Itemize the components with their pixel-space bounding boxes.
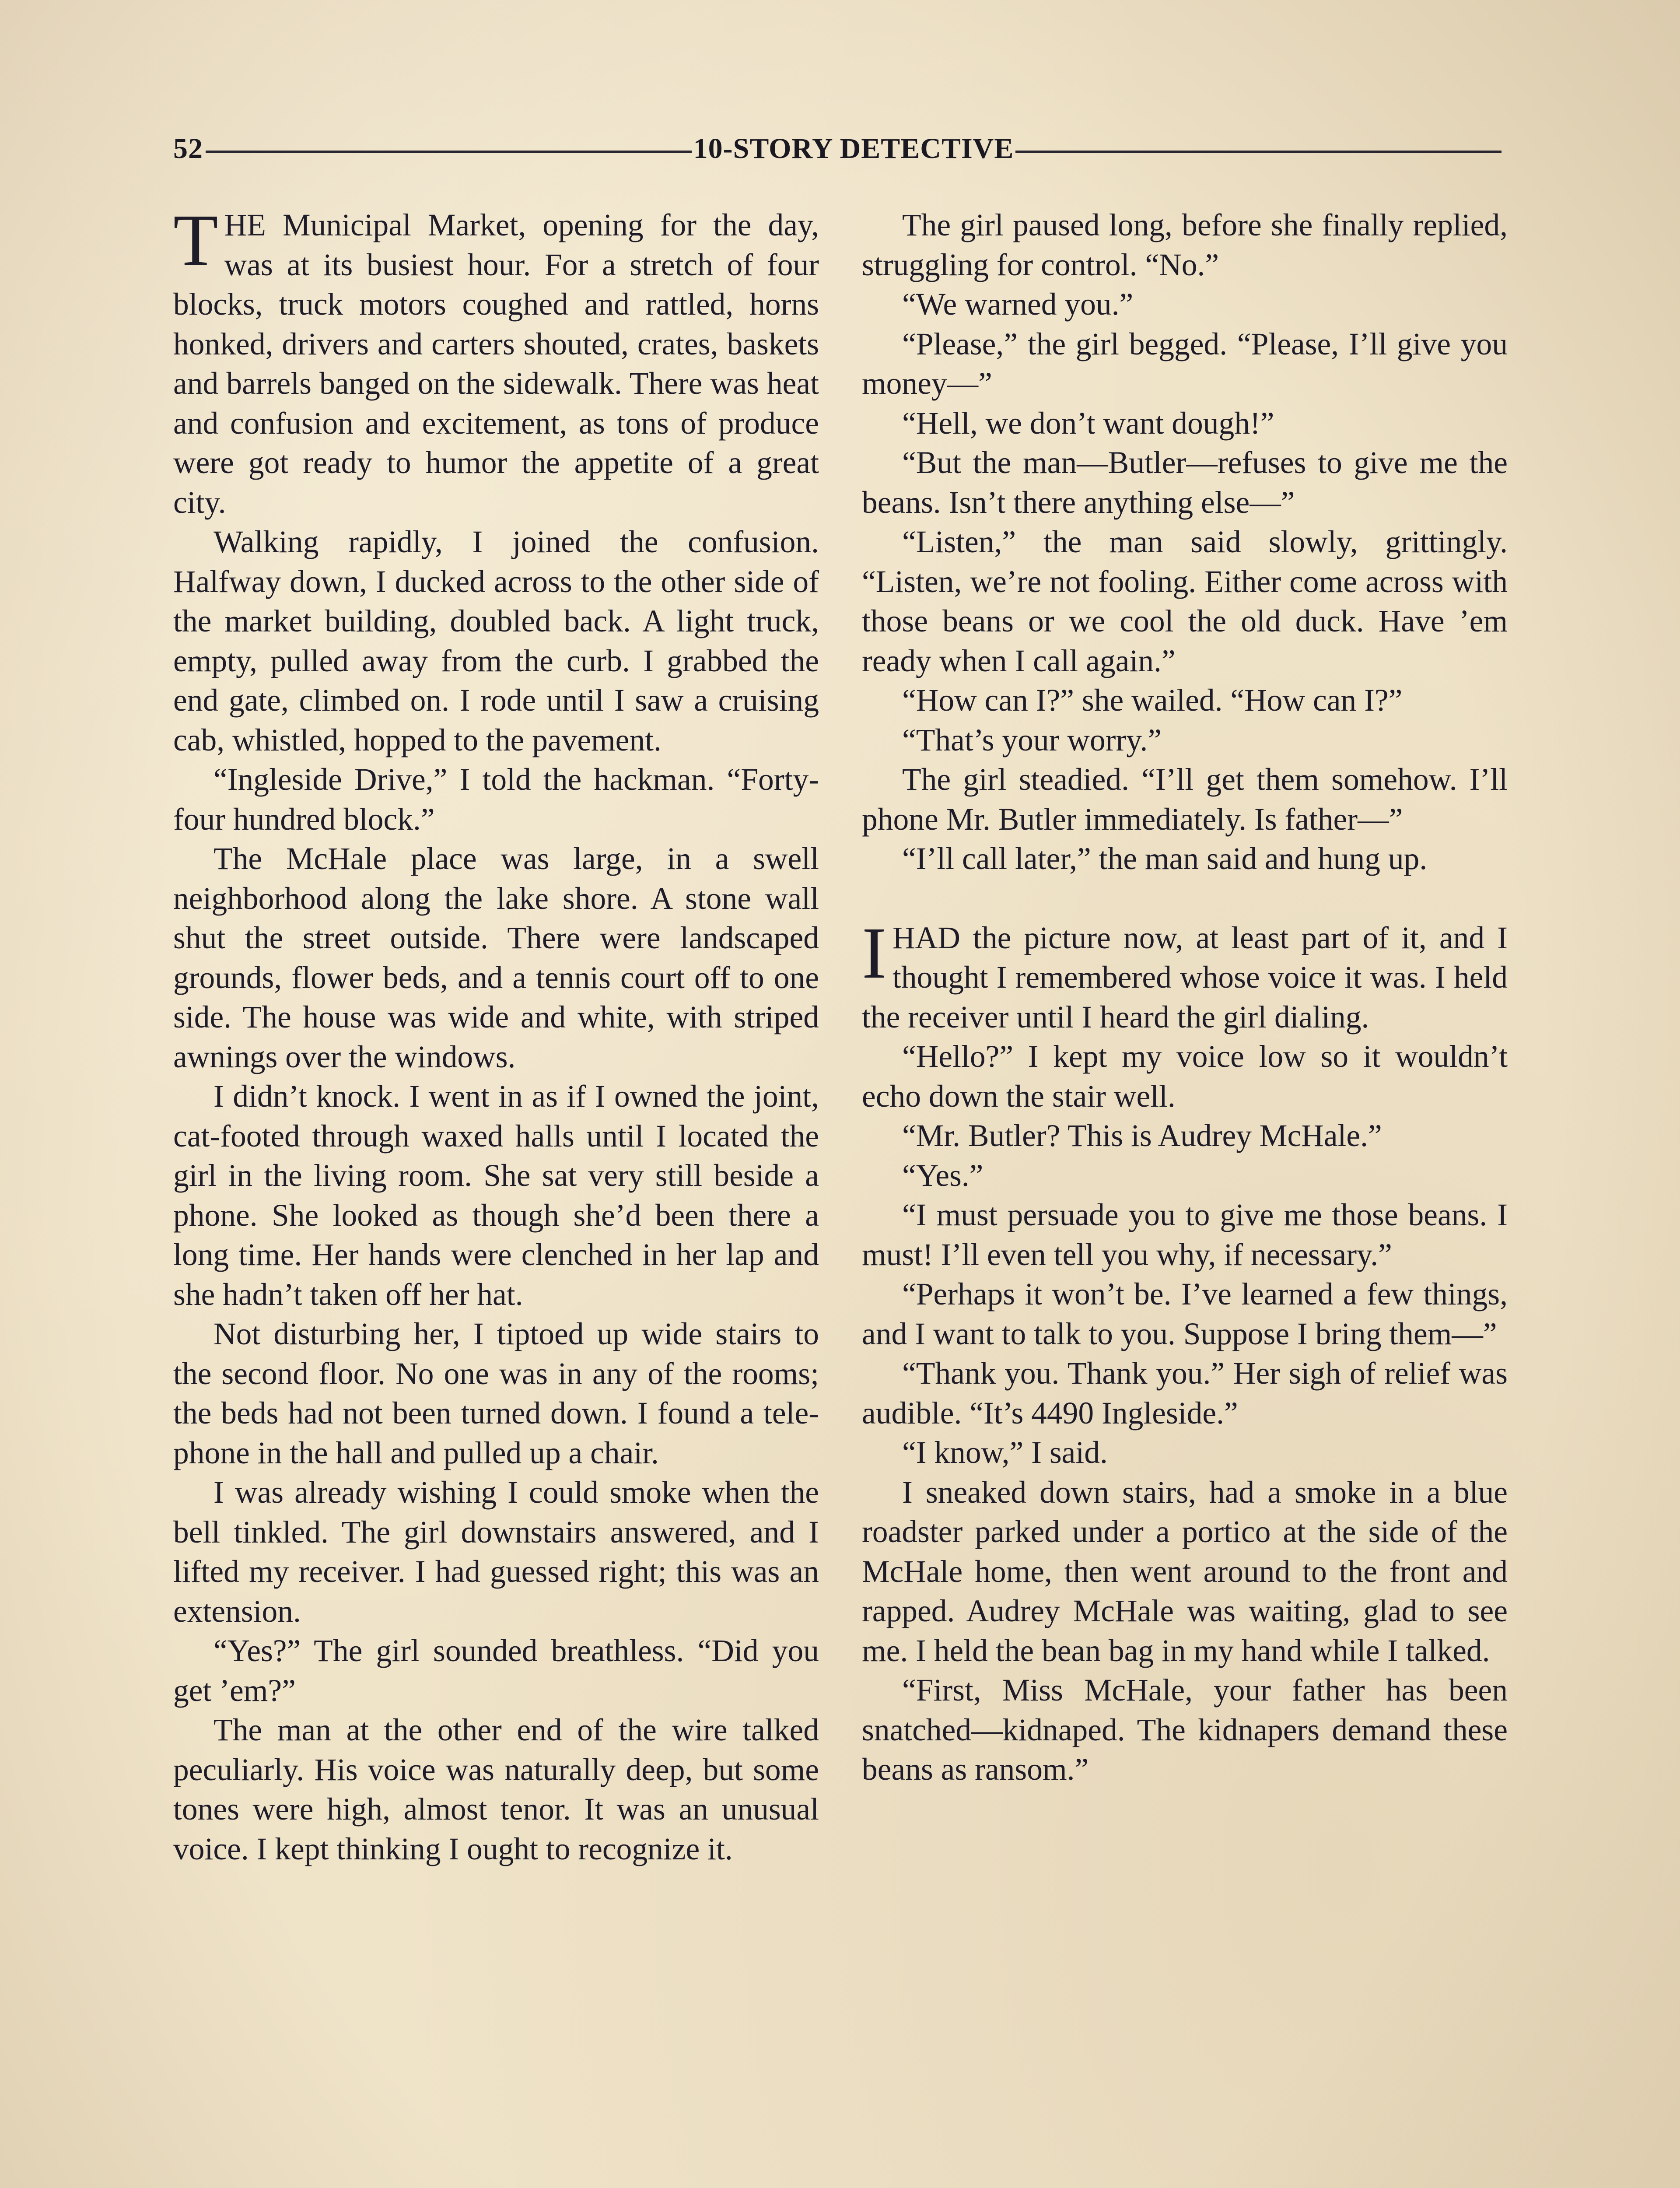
paragraph: “I know,” I said. [902,1435,1108,1470]
paragraph: “Yes?” The girl sounded breathless. “Did you get ’em?” [173,1634,819,1708]
paragraph: “Listen,” the man said slowly, grittingly. “Listen, we’re not fooling. Either come across with those beans or we cool the old duck. Have ’em ready when I call again.” [862,525,1508,678]
paragraph: I didn’t knock. I went in as if I owned the joint, cat-footed through waxed halls until I located the girl in the living room. She sat very still beside a phone. She looked as though she’d been there a long time. Her hands were clenched in her lap and she hadn’t taken off her hat. [173,1079,819,1312]
paragraph: “I must persuade you to give me those beans. I must! I’ll even tell you why, if necessary.” [862,1198,1508,1272]
paragraph: “We warned you.” [902,287,1134,322]
page-number: 52 [173,133,203,165]
paragraph: The girl steadied. “I’ll get them somehow. I’ll phone Mr. Butler immediately. Is father—” [862,762,1508,837]
paragraph: I was already wishing I could smoke when the bell tinkled. The girl downstairs answered, and I lifted my receiver. I had guessed right; this was an extension. [173,1475,819,1629]
paragraph: “Thank you. Thank you.” Her sigh of relief was audible. “It’s 4490 Ingleside.” [862,1356,1508,1431]
paragraph: “Please,” the girl begged. “Please, I’ll give you money—” [862,326,1508,401]
header-rule-left [206,151,692,153]
drop-cap: T [173,200,218,281]
paragraph: Walking rapidly, I joined the confusion. Halfway down, I ducked across to the other side of the market building, doubled back. A light truck, empty, pulled away from the curb. I grabbed the end gate, climbed on. I rode until I saw a cruising cab, whistled, hopped to the pavement. [173,525,819,757]
right-column [862,206,1508,1790]
opening-paragraph: THE Municipal Market, opening for the day, was at its busiest hour. For a stretch of four blocks, truck motors coughed and rattled, horns honked, drivers and carters shouted, crates, baskets and barrels banged on the sidewalk. There was heat and confusion and excitement, as tons of produce were got ready to humor the appetite of a great city. [173,200,819,520]
section-opening-paragraph: IHAD the picture now, at least part of it, and I thought I remembered whose voice it was. I held the receiver until I heard the girl dialing. [862,912,1508,1034]
paragraph: I sneaked down stairs, had a smoke in a blue roadster parked under a portico at the side of the McHale home, then went around to the front and rapped. Audrey McHale was waiting, glad to see me. I held the bean bag in my hand while I talked. [862,1475,1508,1668]
paragraph: The girl paused long, before she finally replied, struggling for control. “No.” [862,208,1508,282]
magazine-title: 10-STORY DETECTIVE [693,133,1014,165]
paragraph: “I’ll call later,” the man said and hung up. [902,842,1428,876]
header-rule-right [1015,151,1502,153]
paragraph: “Hell, we don’t want dough!” [902,406,1274,441]
left-column [173,200,819,1869]
paragraph: The McHale place was large, in a swell neighborhood along the lake shore. A stone wall shut the street outside. There were landscaped grounds, flower beds, and a tennis court off to one side. The house was wide and white, with striped awnings over the windows. [173,842,819,1074]
paragraph: “But the man—Butler—refuses to give me the beans. Isn’t there anything else—” [862,445,1508,520]
paragraph: “Hello?” I kept my voice low so it wouldn’t echo down the stair well. [862,1039,1508,1114]
paragraph: “First, Miss McHale, your father has been snatched—kidnaped. The kidnapers demand these beans as ransom.” [862,1673,1508,1787]
running-head [173,131,1503,166]
paragraph: “Mr. Butler? This is Audrey McHale.” [902,1119,1382,1153]
paragraph: “That’s your worry.” [902,722,1162,757]
paragraph: “Yes.” [902,1158,984,1193]
paragraph: “How can I?” she wailed. “How can I?” [902,683,1403,718]
paragraph: “Ingleside Drive,” I told the hackman. “Forty-four hundred block.” [173,762,819,837]
paragraph: Not disturbing her, I tiptoed up wide stairs to the second floor. No one was in any of the rooms; the beds had not been turned down. I found a telephone in the hall and pulled up a chair. [173,1317,819,1470]
paragraph: The man at the other end of the wire talked peculiarly. His voice was naturally deep, but some tones were high, almost tenor. It was an unusual voice. I kept thinking I ought to recognize it. [173,1713,819,1866]
section-break [862,879,1508,919]
drop-cap: I [862,912,886,994]
paragraph: “Perhaps it won’t be. I’ve learned a few things, and I want to talk to you. Suppose I bring them—” [862,1277,1508,1351]
